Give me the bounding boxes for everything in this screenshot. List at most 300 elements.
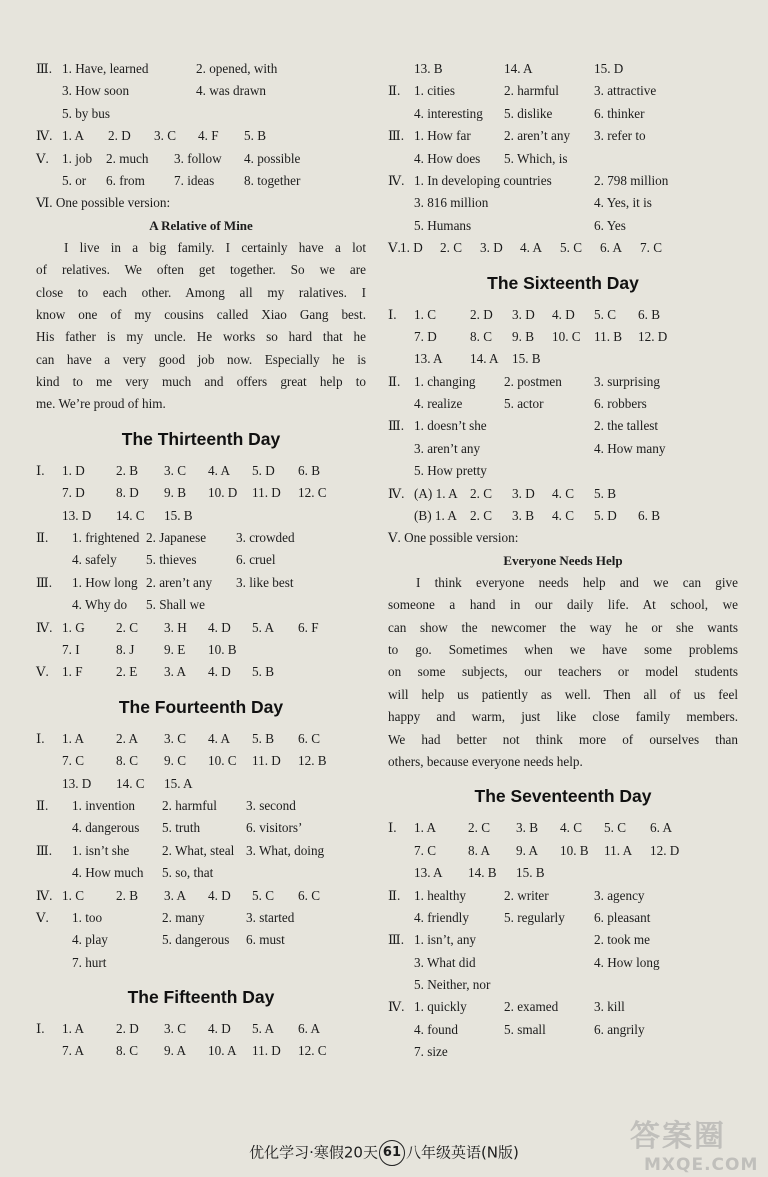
answer-item: 2. C bbox=[470, 485, 492, 501]
answer-row bbox=[388, 460, 738, 482]
section-numeral: Ⅳ. bbox=[388, 172, 405, 188]
answer-row bbox=[388, 483, 738, 505]
answer-item: 5. D bbox=[594, 508, 617, 524]
answer-row bbox=[36, 572, 366, 594]
section-numeral: Ⅱ. bbox=[36, 797, 49, 813]
answer-item: 4. realize bbox=[414, 396, 463, 412]
section-numeral: Ⅲ. bbox=[36, 61, 53, 76]
answer-row bbox=[388, 348, 738, 370]
answers-thirteenth-day bbox=[36, 460, 366, 684]
answer-row bbox=[36, 594, 366, 616]
answer-item: 6. visitors’ bbox=[246, 820, 303, 836]
answer-item: 3. C bbox=[154, 128, 176, 144]
answer-item: 3. kill bbox=[594, 999, 625, 1015]
answer-item: 13. A bbox=[414, 865, 443, 881]
answer-item: 4. D bbox=[208, 664, 231, 680]
answer-item: 15. A bbox=[164, 775, 193, 791]
answer-item: 2. postmen bbox=[504, 373, 562, 389]
answer-item: 2. A bbox=[116, 730, 138, 746]
answer-item: 5. Shall we bbox=[146, 597, 205, 613]
answer-item: 11. B bbox=[594, 328, 623, 344]
answer-item: 2. D bbox=[108, 128, 131, 144]
answer-item: 2. C bbox=[470, 508, 492, 524]
answer-row bbox=[388, 974, 738, 996]
answer-item: 10. C bbox=[208, 753, 237, 769]
answer-row bbox=[388, 103, 738, 125]
essay-line: We had better not think more of ourselves than bbox=[388, 731, 738, 747]
answer-row bbox=[36, 58, 366, 80]
essay-line: happy and warm, just like close family members. bbox=[388, 709, 738, 725]
answer-row bbox=[388, 415, 738, 437]
answer-item: 1. isn’t, any bbox=[414, 932, 477, 948]
answer-item: 1. changing bbox=[414, 373, 476, 389]
answer-item: 4. play bbox=[72, 932, 108, 948]
answer-item: 2. E bbox=[116, 664, 138, 680]
answer-row bbox=[388, 505, 738, 527]
answer-item: 1. In developing countries bbox=[414, 172, 552, 188]
answer-item: (A) 1. A bbox=[414, 485, 458, 501]
answer-item: 6. angrily bbox=[594, 1021, 645, 1037]
answer-item: 7. I bbox=[62, 641, 80, 657]
answer-item: 4. C bbox=[552, 508, 574, 524]
essay-relative-of-mine bbox=[36, 237, 366, 416]
answer-item: 6. cruel bbox=[236, 552, 276, 568]
answer-item: 7. C bbox=[640, 240, 662, 256]
answer-row bbox=[36, 639, 366, 661]
answer-item: 12. D bbox=[638, 328, 668, 344]
answer-item: 2. harmful bbox=[504, 83, 559, 99]
answer-item: 9. E bbox=[164, 641, 186, 657]
answer-item: 5. actor bbox=[504, 396, 544, 412]
answer-item: 5. C bbox=[594, 306, 616, 322]
answer-item: 14. C bbox=[116, 507, 145, 523]
answer-item: 2. much bbox=[106, 150, 149, 166]
answer-row bbox=[36, 1018, 366, 1040]
answer-item: 3. second bbox=[246, 797, 296, 813]
answer-item: 2. aren’t any bbox=[146, 574, 213, 590]
answer-item: 5. by bus bbox=[62, 105, 110, 121]
answer-item: 7. D bbox=[62, 485, 85, 501]
answer-item: 3. C bbox=[164, 462, 186, 478]
answer-row bbox=[36, 773, 366, 795]
section-numeral: Ⅱ. bbox=[388, 373, 401, 389]
section-numeral: Ⅳ. bbox=[388, 485, 405, 501]
answer-row bbox=[388, 885, 738, 907]
answer-item: 4. A bbox=[520, 240, 542, 256]
answer-item: 6. C bbox=[298, 887, 320, 903]
answer-item: 1. How far bbox=[414, 128, 471, 144]
answer-item: 14. A bbox=[470, 351, 499, 367]
answer-item: 2. harmful bbox=[162, 797, 217, 813]
answer-item: 5. C bbox=[604, 820, 626, 836]
section-numeral: Ⅱ. bbox=[388, 83, 401, 99]
answer-row bbox=[388, 817, 738, 839]
essay-line: will help us patiently as well. Then all of us feel bbox=[388, 686, 738, 702]
answer-item: 8. C bbox=[116, 1043, 138, 1059]
answer-row bbox=[36, 125, 366, 147]
answer-row bbox=[36, 907, 366, 929]
answers-seventeenth-day bbox=[388, 817, 738, 1063]
essay-title-needs-help: Everyone Needs Help bbox=[503, 552, 623, 568]
answer-item: 4. dangerous bbox=[72, 820, 140, 836]
section-numeral: Ⅴ. bbox=[36, 664, 49, 680]
answer-item: 1. doesn’t she bbox=[414, 418, 487, 434]
answer-item: 1. isn’t she bbox=[72, 842, 130, 858]
answer-item: 1. too bbox=[72, 909, 103, 925]
answer-item: 5. or bbox=[62, 172, 87, 188]
answer-item: 3. crowded bbox=[236, 530, 295, 546]
essay-line: I think everyone needs help and we can give bbox=[416, 574, 738, 590]
answer-item: 5. How pretty bbox=[414, 463, 487, 479]
heading-sixteenth-day: The Sixteenth Day bbox=[487, 272, 639, 293]
answer-item: 8. J bbox=[116, 641, 135, 657]
heading-fourteenth-day: The Fourteenth Day bbox=[118, 696, 284, 717]
answer-row bbox=[388, 170, 738, 192]
answer-item: 4. Why do bbox=[72, 597, 128, 613]
answer-row bbox=[388, 393, 738, 415]
answer-item: 3. How soon bbox=[62, 83, 130, 99]
section-numeral: Ⅰ. bbox=[36, 1021, 45, 1037]
answer-item: 3. agency bbox=[594, 887, 645, 903]
answer-item: 5. A bbox=[252, 1021, 274, 1037]
answer-item: 6. pleasant bbox=[594, 909, 651, 925]
answer-item: 7. C bbox=[62, 753, 84, 769]
answer-item: 3. A bbox=[164, 664, 186, 680]
answer-row bbox=[36, 728, 366, 750]
essay-line: close to each other. Among all my ralatives. I bbox=[36, 284, 366, 300]
answer-item: 10. D bbox=[208, 485, 238, 501]
answer-item: 6. from bbox=[106, 172, 145, 188]
answer-item: 13. D bbox=[62, 507, 92, 523]
answer-item: 5. Neither, nor bbox=[414, 977, 491, 993]
answer-item: 3. A bbox=[164, 887, 186, 903]
answer-row bbox=[388, 862, 738, 884]
answer-row bbox=[388, 840, 738, 862]
answer-item: 6. C bbox=[298, 730, 320, 746]
section-numeral: Ⅰ. bbox=[36, 730, 45, 746]
answer-item: 3. D bbox=[512, 306, 535, 322]
answer-item: 5. Which, is bbox=[504, 150, 568, 166]
answer-item: 4. friendly bbox=[414, 909, 469, 925]
answer-item: 2. C bbox=[116, 619, 138, 635]
answer-item: 1. job bbox=[62, 150, 93, 166]
answer-item: 10. B bbox=[560, 842, 589, 858]
answer-row bbox=[388, 215, 738, 237]
section-numeral: Ⅱ. bbox=[388, 887, 401, 903]
section-numeral: Ⅰ. bbox=[388, 306, 397, 322]
answer-item: 2. D bbox=[470, 306, 493, 322]
answer-item: 6. F bbox=[298, 619, 319, 635]
answer-item: 2. opened, with bbox=[196, 61, 278, 76]
answer-item: 2. C bbox=[468, 820, 490, 836]
footer-grade-label: 八年级英语(N版) bbox=[405, 1143, 519, 1162]
answer-item: 11. A bbox=[604, 842, 633, 858]
section-numeral: Ⅲ. bbox=[388, 932, 405, 948]
answer-row bbox=[36, 929, 366, 951]
answer-item: 4. D bbox=[208, 887, 231, 903]
section-numeral: Ⅳ. bbox=[388, 999, 405, 1015]
answer-item: 10. A bbox=[208, 1043, 237, 1059]
answer-item: 2. aren’t any bbox=[504, 128, 571, 144]
answer-row bbox=[36, 750, 366, 772]
answer-item: 6. robbers bbox=[594, 396, 647, 412]
answer-row bbox=[388, 996, 738, 1018]
answer-row bbox=[388, 907, 738, 929]
section-numeral: Ⅳ. bbox=[36, 619, 53, 635]
answer-item: 2. many bbox=[162, 909, 205, 925]
answer-item: 15. B bbox=[164, 507, 193, 523]
section-numeral: Ⅴ. bbox=[36, 150, 49, 166]
section-numeral: Ⅲ. bbox=[36, 574, 53, 590]
answer-row bbox=[36, 795, 366, 817]
answer-item: 1. healthy bbox=[414, 887, 467, 903]
answer-item: 3. B bbox=[516, 820, 538, 836]
answer-item: 5. truth bbox=[162, 820, 201, 836]
answer-item: 5. thieves bbox=[146, 552, 197, 568]
answer-item: 3. attractive bbox=[594, 83, 657, 99]
answer-item: 1. invention bbox=[72, 797, 136, 813]
answer-row bbox=[36, 862, 366, 884]
answer-item: 3. surprising bbox=[594, 373, 660, 389]
answer-row bbox=[388, 1041, 738, 1063]
answer-item: 13. A bbox=[414, 351, 443, 367]
answer-row bbox=[36, 549, 366, 571]
section-numeral: Ⅳ. bbox=[36, 128, 53, 144]
answer-item: 7. C bbox=[414, 842, 436, 858]
answer-item: (B) 1. A bbox=[414, 508, 457, 524]
answer-row bbox=[388, 125, 738, 147]
answer-item: 4. was drawn bbox=[196, 83, 266, 99]
answer-row bbox=[388, 58, 738, 80]
answer-item: 3. C bbox=[164, 730, 186, 746]
essay-line: to go. Sometimes when we have some problems bbox=[388, 641, 738, 657]
answer-item: 2. D bbox=[116, 1021, 139, 1037]
fifteenth-day-continued bbox=[388, 58, 738, 260]
answer-item: 2. B bbox=[116, 462, 138, 478]
answer-item: 5. A bbox=[252, 619, 274, 635]
answer-item: 4. How much bbox=[72, 865, 144, 881]
answer-item: 5. so, that bbox=[162, 865, 214, 881]
answer-item: 1. How long bbox=[72, 574, 138, 590]
answer-row bbox=[388, 192, 738, 214]
answer-item: 4. How many bbox=[594, 440, 666, 456]
answer-item: 6. A bbox=[650, 820, 672, 836]
answer-item: 1. D bbox=[62, 462, 85, 478]
answer-item: 6. A bbox=[600, 240, 622, 256]
answer-item: 1. Have, learned bbox=[62, 61, 149, 76]
version-label: Ⅴ. One possible version: bbox=[388, 530, 519, 546]
answer-item: 4. possible bbox=[244, 150, 301, 166]
answer-item: 4. safely bbox=[72, 552, 117, 568]
answer-item: 5. Humans bbox=[414, 217, 472, 233]
answer-row bbox=[388, 371, 738, 393]
answer-item: 14. C bbox=[116, 775, 145, 791]
answer-item: 5. dangerous bbox=[162, 932, 230, 948]
answer-item: 1. frightened bbox=[72, 530, 140, 546]
answer-item: 4. C bbox=[560, 820, 582, 836]
answer-item: 5. dislike bbox=[504, 105, 553, 121]
answer-item: 3. D bbox=[480, 240, 503, 256]
answer-item: 7. ideas bbox=[174, 172, 215, 188]
right-column bbox=[388, 58, 738, 1064]
answer-item: 15. B bbox=[516, 865, 545, 881]
answer-item: 1. G bbox=[62, 619, 85, 635]
answer-item: 6. B bbox=[298, 462, 320, 478]
answer-item: 1. A bbox=[62, 730, 84, 746]
answer-item: 5. small bbox=[504, 1021, 546, 1037]
answer-item: 8. C bbox=[116, 753, 138, 769]
section-numeral: Ⅲ. bbox=[36, 842, 53, 858]
answer-item: 7. D bbox=[414, 328, 437, 344]
left-column bbox=[36, 58, 366, 1063]
answer-item: 1. A bbox=[414, 820, 436, 836]
answer-item: 6. must bbox=[246, 932, 285, 948]
answer-item: 4. How does bbox=[414, 150, 481, 166]
prev-day-answers-left bbox=[36, 58, 366, 215]
answer-item: 5. C bbox=[252, 887, 274, 903]
answer-item: 15. B bbox=[512, 351, 541, 367]
answer-item: 9. B bbox=[164, 485, 186, 501]
answer-item: 5. B bbox=[244, 128, 266, 144]
answer-item: 12. C bbox=[298, 485, 327, 501]
answer-item: 2. What, steal bbox=[162, 842, 235, 858]
answer-item: 5. B bbox=[252, 664, 274, 680]
answer-row bbox=[388, 326, 738, 348]
answer-item: 4. interesting bbox=[414, 105, 483, 121]
essay-line: can show the newcomer the way he or she wants bbox=[388, 619, 738, 635]
answer-item: 3. What did bbox=[414, 954, 476, 970]
answer-row bbox=[36, 460, 366, 482]
essay-line: of relatives. We often get together. So we are bbox=[36, 262, 366, 278]
answer-item: 1. A bbox=[62, 128, 84, 144]
answers-fifteenth-day bbox=[36, 1018, 366, 1063]
answer-item: 1. C bbox=[414, 306, 436, 322]
answer-row bbox=[36, 505, 366, 527]
answer-item: 7. hurt bbox=[72, 954, 107, 970]
answer-item: 3. like best bbox=[236, 574, 294, 590]
answer-row bbox=[36, 840, 366, 862]
answer-row bbox=[36, 617, 366, 639]
answer-row bbox=[388, 80, 738, 102]
answer-row bbox=[388, 1019, 738, 1041]
answer-item: 5. B bbox=[252, 730, 274, 746]
answer-row bbox=[388, 237, 738, 259]
answer-item: 4. How long bbox=[594, 954, 660, 970]
watermark-logo: 答案圈 MXQE.COM bbox=[630, 1119, 759, 1175]
answer-item: 6. A bbox=[298, 1021, 320, 1037]
answer-item: 3. follow bbox=[174, 150, 222, 166]
answer-item: 8. A bbox=[468, 842, 490, 858]
answer-item: 5. B bbox=[594, 485, 616, 501]
answer-item: 4. D bbox=[208, 1021, 231, 1037]
answer-item: 12. D bbox=[650, 842, 680, 858]
answer-row bbox=[36, 170, 366, 192]
answer-item: 2. B bbox=[116, 887, 138, 903]
answer-item: 6. B bbox=[638, 508, 660, 524]
answer-item: 8. C bbox=[470, 328, 492, 344]
answer-item: 12. C bbox=[298, 1043, 327, 1059]
essay-line: someone a hand in our daily life. At school, we bbox=[388, 597, 738, 613]
answer-item: 1. quickly bbox=[414, 999, 467, 1015]
answer-item: 5. C bbox=[560, 240, 582, 256]
answer-item: 12. B bbox=[298, 753, 327, 769]
answer-item: 14. B bbox=[468, 865, 497, 881]
answer-item: 4. Yes, it is bbox=[594, 195, 652, 211]
answer-item: 1. cities bbox=[414, 83, 456, 99]
answer-item: 3. B bbox=[512, 508, 534, 524]
essay-line: know one of my cousins called Xiao Gang best. bbox=[36, 306, 366, 322]
answer-row bbox=[36, 482, 366, 504]
heading-thirteenth-day: The Thirteenth Day bbox=[121, 428, 281, 449]
answer-item: 2. took me bbox=[594, 932, 651, 948]
answer-item: 10. B bbox=[208, 641, 237, 657]
answer-item: 14. A bbox=[504, 61, 533, 76]
answer-item: 2. Japanese bbox=[146, 530, 207, 546]
answer-item: 9. A bbox=[516, 842, 538, 858]
answer-item: 7. size bbox=[414, 1044, 448, 1060]
section-numeral: Ⅰ. bbox=[36, 462, 45, 478]
answer-item: 1. A bbox=[62, 1021, 84, 1037]
answer-item: 13. B bbox=[414, 61, 443, 76]
answer-item: 10. C bbox=[552, 328, 581, 344]
essay-line: kind to me very much and offers great help to bbox=[36, 374, 366, 390]
answer-item: 3. aren’t any bbox=[414, 440, 481, 456]
answers-fourteenth-day bbox=[36, 728, 366, 974]
answer-item: 2. C bbox=[440, 240, 462, 256]
answer-item: 9. B bbox=[512, 328, 534, 344]
answer-row bbox=[36, 1040, 366, 1062]
answer-item: 1. C bbox=[62, 887, 84, 903]
essay-line: me. We’re proud of him. bbox=[36, 396, 166, 412]
essay-title-relative: A Relative of Mine bbox=[149, 217, 253, 233]
heading-seventeenth-day: The Seventeenth Day bbox=[474, 786, 652, 807]
answer-item: 2. 798 million bbox=[594, 172, 669, 188]
version-label: Ⅵ. One possible version: bbox=[36, 195, 171, 211]
answer-item: 8. D bbox=[116, 485, 139, 501]
section-numeral: Ⅰ. bbox=[388, 820, 397, 836]
section-numeral: Ⅲ. bbox=[388, 128, 405, 144]
page-number: 61 bbox=[379, 1140, 405, 1166]
section-numeral: Ⅲ. bbox=[388, 418, 405, 434]
heading-fifteenth-day: The Fifteenth Day bbox=[127, 987, 275, 1008]
section-numeral: Ⅴ. bbox=[36, 909, 49, 925]
answer-item: 4. A bbox=[208, 730, 230, 746]
answer-item: 8. together bbox=[244, 172, 301, 188]
answer-item: 4. D bbox=[208, 619, 231, 635]
footer-book-title: 优化学习·寒假20天 bbox=[249, 1143, 378, 1162]
answer-item: 6. B bbox=[638, 306, 660, 322]
answer-row bbox=[388, 148, 738, 170]
answer-item: 11. D bbox=[252, 485, 281, 501]
answer-item: 3. D bbox=[512, 485, 535, 501]
answer-item: 3. started bbox=[246, 909, 295, 925]
answer-row bbox=[388, 438, 738, 460]
answer-item: 1. D bbox=[400, 240, 423, 256]
answer-item: 5. regularly bbox=[504, 909, 565, 925]
answer-item: 4. D bbox=[552, 306, 575, 322]
answer-item: 2. examed bbox=[504, 999, 559, 1015]
answer-item: 4. F bbox=[198, 128, 219, 144]
answer-item: 4. C bbox=[552, 485, 574, 501]
section-numeral: Ⅳ. bbox=[36, 887, 53, 903]
answer-item: 11. D bbox=[252, 1043, 281, 1059]
answer-item: 15. D bbox=[594, 61, 624, 76]
essay-line: His father is my uncle. He works so hard that he bbox=[36, 329, 366, 345]
answer-row bbox=[36, 103, 366, 125]
answer-item: 3. H bbox=[164, 619, 187, 635]
answers-sixteenth-day bbox=[388, 304, 738, 528]
answer-item: 3. C bbox=[164, 1021, 186, 1037]
